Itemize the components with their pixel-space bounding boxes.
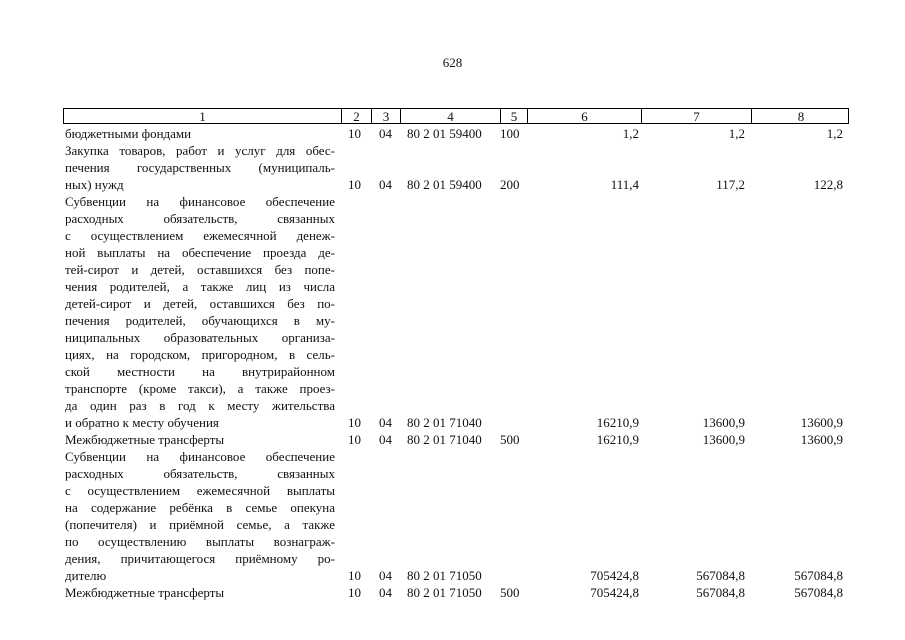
description-line: ниципальных образовательных организа-	[65, 330, 335, 345]
description-line: ной выплаты на обеспечение проезда де-	[65, 245, 335, 260]
cell-c2: 10	[348, 568, 361, 583]
cell-c6: 705424,8	[590, 585, 639, 600]
description-line: на содержание ребёнка в семье опекуна	[65, 500, 335, 515]
description-line: дителю	[65, 568, 107, 583]
description-line: расходных обязательств, связанных	[65, 211, 335, 226]
page-number: 628	[442, 55, 463, 70]
cell-c2: 10	[348, 432, 361, 447]
cell-c2: 10	[348, 177, 361, 192]
row-description	[65, 125, 335, 142]
description-line: тей-сирот и детей, оставшихся без попе-	[65, 262, 335, 277]
header-col-7: 7	[641, 109, 751, 123]
cell-c3: 04	[379, 177, 392, 192]
cell-c6: 16210,9	[596, 415, 639, 430]
description-line: расходных обязательств, связанных	[65, 466, 335, 481]
cell-c7: 1,2	[728, 126, 745, 141]
cell-c7: 567084,8	[696, 585, 745, 600]
header-col-1: 1	[199, 109, 206, 124]
cell-c5: 500	[500, 432, 520, 447]
cell-c3: 04	[379, 415, 392, 430]
cell-c7: 13600,9	[702, 432, 745, 447]
cell-c8: 567084,8	[794, 585, 843, 600]
description-line: (попечителя) и приёмной семье, а также	[65, 517, 335, 532]
header-col-6: 6	[527, 109, 641, 123]
cell-c8: 1,2	[826, 126, 843, 141]
cell-c7: 567084,8	[696, 568, 745, 583]
description-line: по осуществлению выплаты вознаграж-	[65, 534, 335, 549]
description-line: Субвенции на финансовое обеспечение	[65, 194, 335, 209]
description-line: ных) нужд	[65, 177, 124, 192]
table-header	[63, 108, 849, 124]
cell-c2: 10	[348, 585, 361, 600]
cell-c4: 80 2 01 71040	[407, 432, 482, 447]
header-col-5: 5	[500, 109, 527, 123]
cell-c7: 13600,9	[702, 415, 745, 430]
cell-c3: 04	[379, 126, 392, 141]
cell-c6: 111,4	[610, 177, 639, 192]
row-description	[65, 584, 335, 601]
description-line: печения родителей, обучающихся в му-	[65, 313, 335, 328]
description-line: чения родителей, а также лиц из числа	[65, 279, 335, 294]
description-line: Закупка товаров, работ и услуг для обес-	[65, 143, 335, 158]
cell-c8: 567084,8	[794, 568, 843, 583]
description-line: Межбюджетные трансферты	[65, 432, 225, 447]
row-description	[65, 193, 335, 431]
description-line: транспорте (кроме такси), а также проез-	[65, 381, 335, 396]
cell-c2: 10	[348, 415, 361, 430]
header-col-3: 3	[371, 109, 400, 123]
cell-c3: 04	[379, 432, 392, 447]
description-line: Субвенции на финансовое обеспечение	[65, 449, 335, 464]
header-col-2: 2	[341, 109, 371, 123]
description-line: с осуществлением ежемесячной денеж-	[65, 228, 335, 243]
description-line: да один раз в год к месту жительства	[65, 398, 335, 413]
description-line: циях, на городском, пригородном, в сель-	[65, 347, 335, 362]
description-line: дения, причитающегося приёмному ро-	[65, 551, 335, 566]
cell-c6: 1,2	[622, 126, 639, 141]
cell-c8: 122,8	[813, 177, 843, 192]
description-line: детей-сирот и детей, оставшихся без по-	[65, 296, 335, 311]
cell-c6: 16210,9	[596, 432, 639, 447]
cell-c8: 13600,9	[800, 432, 843, 447]
cell-c8: 13600,9	[800, 415, 843, 430]
cell-c4: 80 2 01 59400	[407, 177, 482, 192]
cell-c3: 04	[379, 568, 392, 583]
cell-c5: 500	[500, 585, 520, 600]
description-line: Межбюджетные трансферты	[65, 585, 225, 600]
row-description	[65, 431, 335, 448]
cell-c5: 100	[500, 126, 520, 141]
cell-c4: 80 2 01 59400	[407, 126, 482, 141]
cell-c6: 705424,8	[590, 568, 639, 583]
description-line: печения государственных (муниципаль-	[65, 160, 335, 175]
description-line: бюджетными фондами	[65, 126, 192, 141]
cell-c4: 80 2 01 71050	[407, 568, 482, 583]
cell-c5: 200	[500, 177, 520, 192]
cell-c7: 117,2	[716, 177, 745, 192]
row-description	[65, 448, 335, 584]
cell-c3: 04	[379, 585, 392, 600]
cell-c2: 10	[348, 126, 361, 141]
description-line: и обратно к месту обучения	[65, 415, 219, 430]
row-description	[65, 142, 335, 193]
header-col-8: 8	[751, 109, 850, 123]
header-col-4: 4	[400, 109, 500, 123]
description-line: с осуществлением ежемесячной выплаты	[65, 483, 335, 498]
cell-c4: 80 2 01 71050	[407, 585, 482, 600]
cell-c4: 80 2 01 71040	[407, 415, 482, 430]
description-line: ской местности на внутрирайонном	[65, 364, 335, 379]
